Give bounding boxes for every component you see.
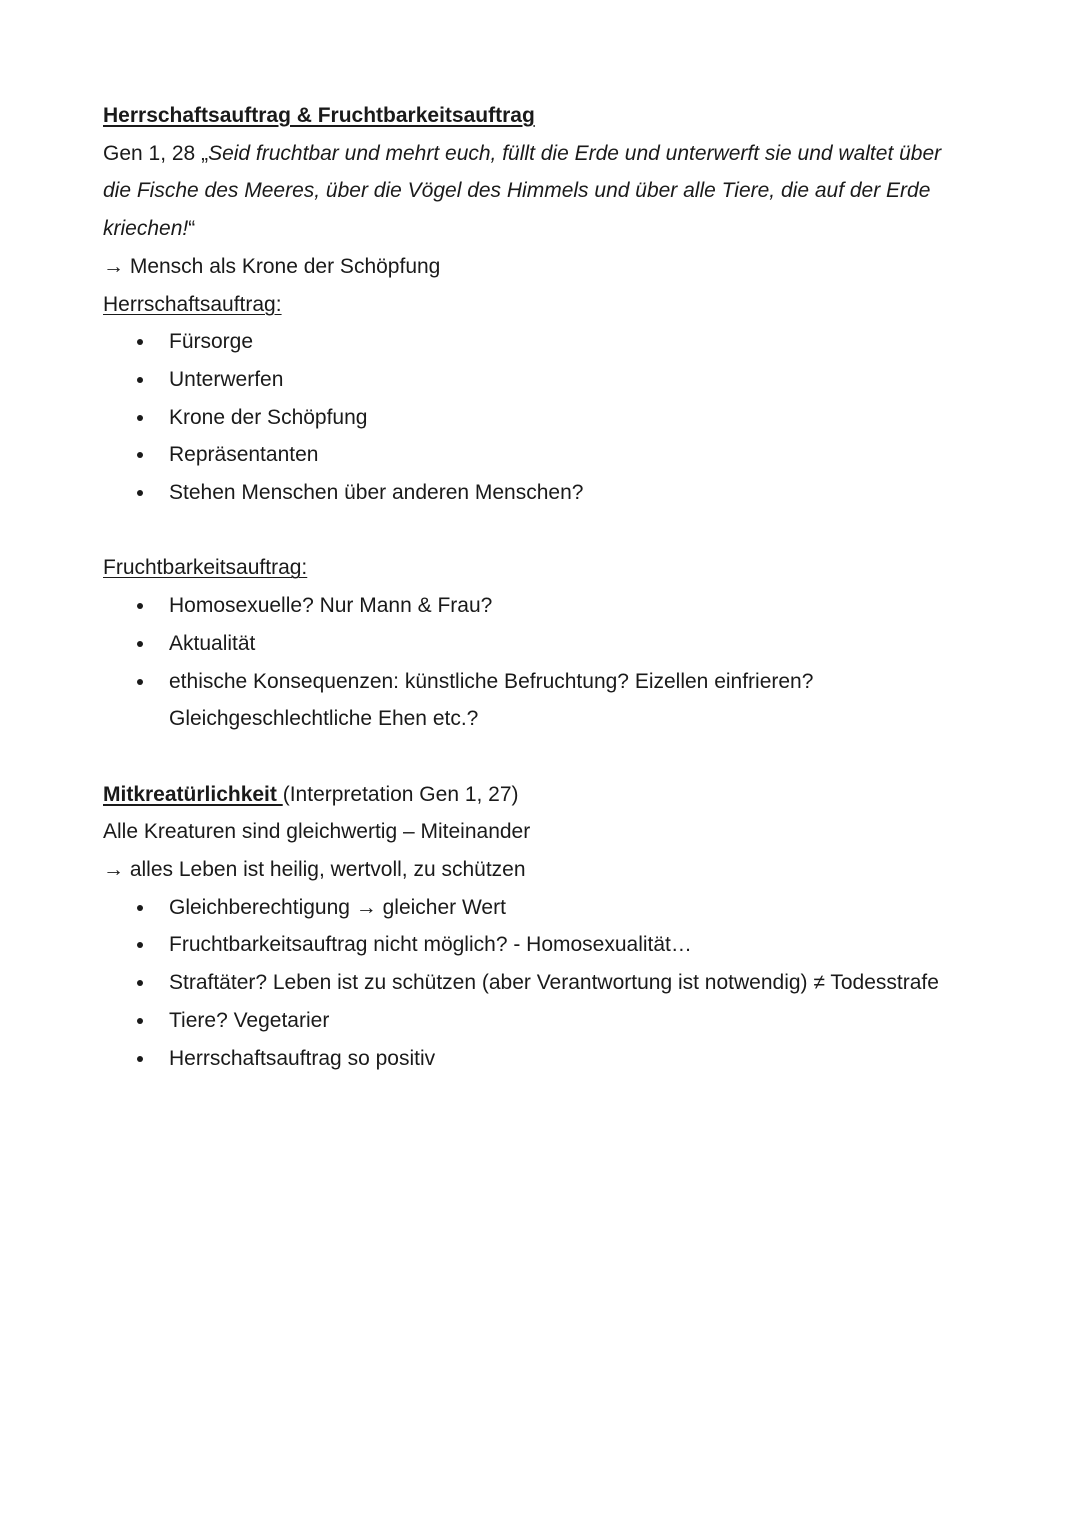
spacer [103, 512, 1003, 550]
bullet-icon [137, 377, 143, 383]
herrschaft-label: Herrschaftsauftrag: [103, 292, 282, 316]
section-heading-mitkreaturlichkeit [103, 776, 1003, 814]
list-item-text: Aktualität [169, 631, 256, 655]
document-content [103, 97, 1003, 1077]
mitkreatur-line-2: → alles Leben ist heilig, wertvoll, zu schützen [103, 858, 526, 882]
quote-text-3: kriechen! [103, 217, 189, 241]
bullet-icon [137, 490, 143, 496]
herrschaft-subheading [103, 286, 1003, 324]
list-item [103, 587, 1003, 625]
spacer [103, 738, 1003, 776]
quote-text-1: Seid fruchtbar und mehrt euch, füllt die Erde und unterwerft sie und waltet über [208, 141, 942, 165]
mitkreatur-line-1: Alle Kreaturen sind gleichwertig – Miteinander [103, 820, 531, 844]
list-item-text: Tiere? Vegetarier [169, 1008, 330, 1032]
list-item [103, 964, 1003, 1002]
list-item [103, 926, 1003, 964]
bullet-icon [137, 641, 143, 647]
list-item-text: Unterwerfen [169, 367, 284, 391]
heading-text: Herrschaftsauftrag & Fruchtbarkeitsauftrag [103, 104, 535, 127]
list-item [103, 474, 1003, 512]
bullet-icon [137, 679, 143, 685]
bullet-icon [137, 603, 143, 609]
bible-quote-line-3 [103, 210, 1003, 248]
bullet-icon [137, 942, 143, 948]
list-item [103, 436, 1003, 474]
heading-suffix: (Interpretation Gen 1, 27) [282, 782, 519, 806]
herrschaft-list [103, 323, 1003, 512]
mitkreatur-list [103, 889, 1003, 1078]
list-item [103, 361, 1003, 399]
list-item [103, 1002, 1003, 1040]
list-item [103, 625, 1003, 663]
quote-close-mark: “ [188, 217, 196, 241]
bullet-icon [137, 1056, 143, 1062]
list-item-text: Gleichgeschlechtliche Ehen etc.? [169, 707, 479, 731]
list-item-text: Fruchtbarkeitsauftrag nicht möglich? - Homosexualität… [169, 933, 692, 957]
bible-reference: Gen 1, 28 „ [103, 141, 209, 165]
list-item-text: Gleichberechtigung → gleicher Wert [169, 895, 506, 919]
section-heading-herrschaft-frucht [103, 97, 1003, 135]
list-item-text: Repräsentanten [169, 443, 319, 467]
list-item-text: Fürsorge [169, 330, 254, 354]
frucht-list [103, 587, 1003, 738]
bullet-icon [137, 980, 143, 986]
list-item-text: Homosexuelle? Nur Mann & Frau? [169, 594, 493, 618]
bible-quote-line-2: die Fische des Meeres, über die Vögel des Himmels und über alle Tiere, die auf der Erde [103, 179, 931, 203]
arrow-note-krone: → Mensch als Krone der Schöpfung [103, 254, 441, 278]
list-item-text: Straftäter? Leben ist zu schützen (aber Verantwortung ist notwendig) ≠ Todesstrafe [169, 971, 939, 995]
list-item-text: Stehen Menschen über anderen Menschen? [169, 481, 584, 505]
bullet-icon [137, 415, 143, 421]
list-item-continuation [103, 700, 1003, 738]
list-item-text: Krone der Schöpfung [169, 405, 368, 429]
frucht-label: Fruchtbarkeitsauftrag: [103, 556, 308, 580]
list-item [103, 1040, 1003, 1078]
bullet-icon [137, 1018, 143, 1024]
list-item [103, 323, 1003, 361]
frucht-subheading [103, 549, 1003, 587]
list-item [103, 663, 1003, 701]
list-item [103, 399, 1003, 437]
heading-text: Mitkreatürlichkeit [103, 782, 283, 806]
bullet-icon [137, 452, 143, 458]
list-item [103, 889, 1003, 927]
bullet-icon [137, 905, 143, 911]
bullet-icon [137, 339, 143, 345]
list-item-text: ethische Konsequenzen: künstliche Befruchtung? Eizellen einfrieren? [169, 669, 814, 693]
bible-quote-line-1 [103, 135, 1003, 173]
list-item-text: Herrschaftsauftrag so positiv [169, 1046, 436, 1070]
